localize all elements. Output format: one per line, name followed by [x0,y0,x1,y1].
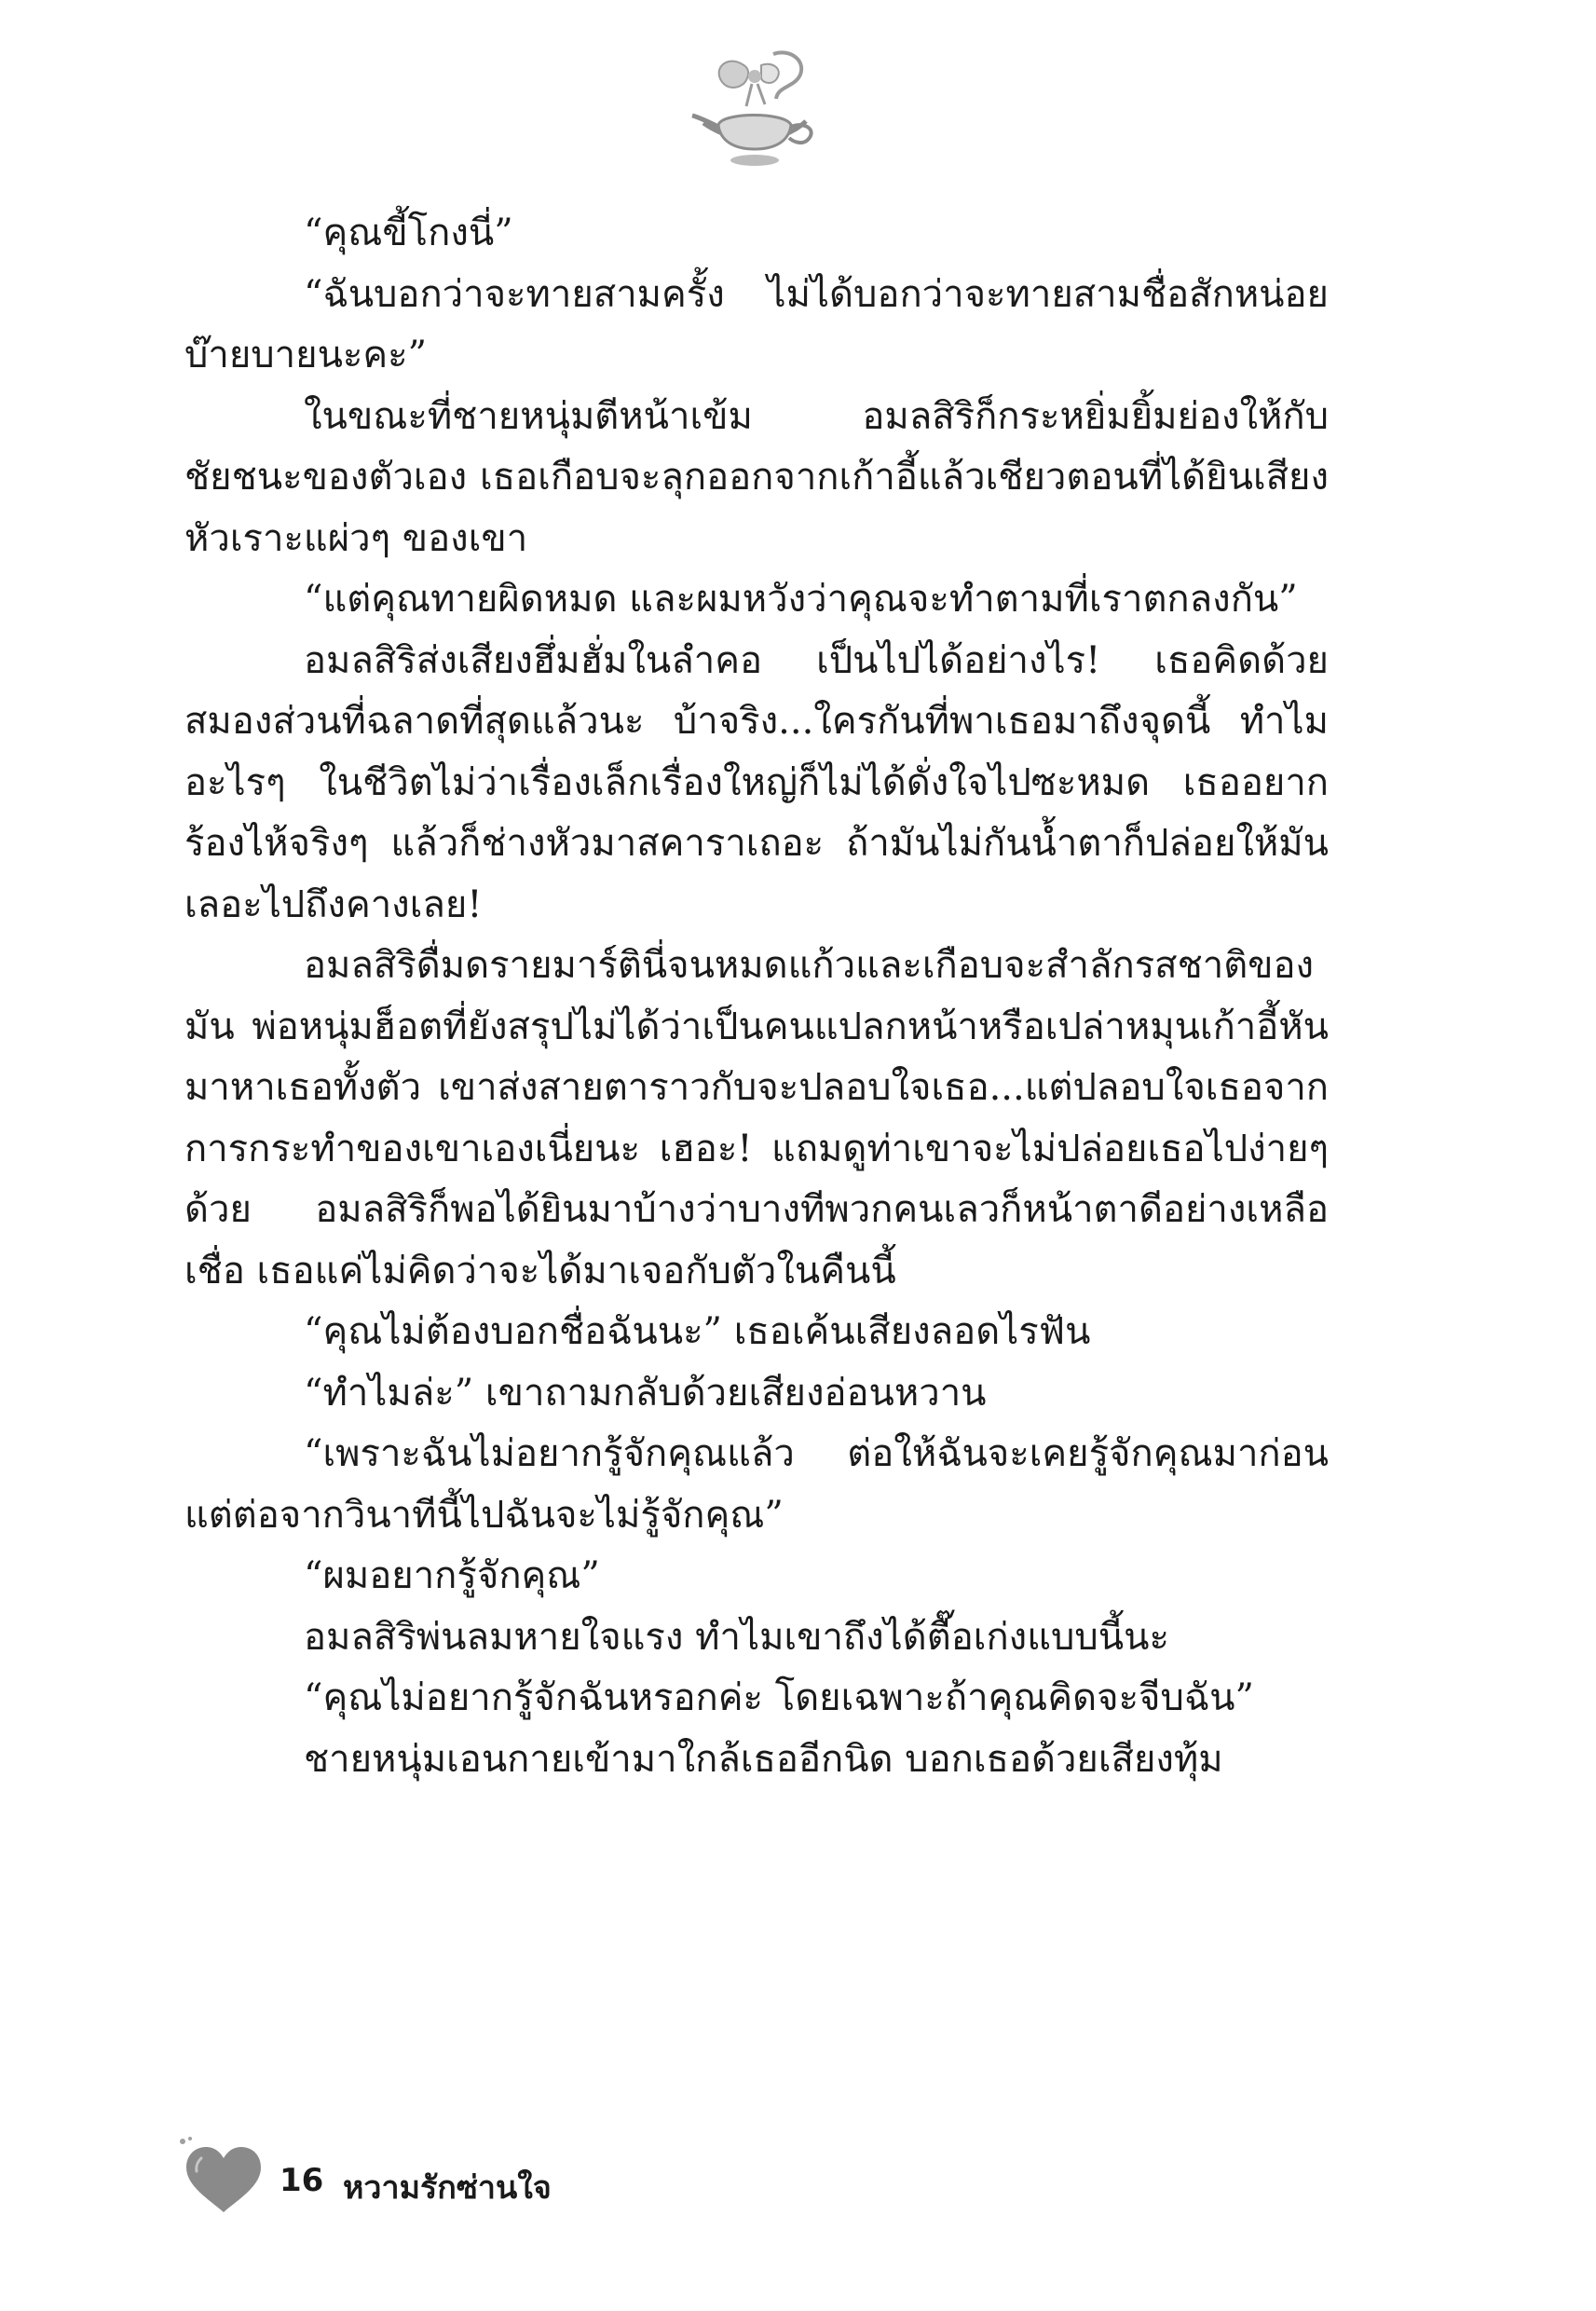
paragraph: “แต่คุณทายผิดหมด และผมหวังว่าคุณจะทำตามที่เราตกลงกัน” [304,578,1298,621]
paragraph: ในขณะที่ชายหนุ่มตีหน้าเข้ม อมลสิริก็กระหยิ่มยิ้มย่องให้กับชัยชนะของตัวเอง เธอเกือบจะลุกออกจากเก้าอี้แล้วเชียวตอนที่ได้ยินเสียงหัวเราะแผ่วๆ ของเขา [184,394,1329,560]
paragraph: “ฉันบอกว่าจะทายสามครั้ง ไม่ได้บอกว่าจะทายสามชื่อสักหน่อย บ๊ายบายนะคะ” [184,272,1329,376]
paragraph: อมลสิริดื่มดรายมาร์ตินี่จนหมดแก้วและเกือบจะสำลักรสชาติของมัน พ่อหนุ่มฮ็อตที่ยังสรุปไม่ได้ว่าเป็นคนแปลกหน้าหรือเปล่าหมุนเก้าอี้หันมาหาเธอทั้งตัว เขาส่งสายตาราวกับจะปลอบใจเธอ...แต่ปลอบใจเธอจากการกระทำของเขาเองเนี่ยนะ เฮอะ! แถมดูท่าเขาจะไม่ปล่อยเธอไปง่ายๆ ด้วย อมลสิริก็พอได้ยินมาบ้างว่าบางทีพวกคนเลวก็หน้าตาดีอย่างเหลือเชื่อ เธอแค่ไม่คิดว่าจะได้มาเจอกับตัวในคืนนี้ [184,944,1329,1292]
book-title: หวามรักซ่านใจ [343,2169,552,2207]
page-footer [177,2134,922,2218]
paragraph: อมลสิริพ่นลมหายใจแรง ทำไมเขาถึงได้ตื๊อเก่งแบบนี้นะ [304,1615,1169,1659]
cupid-lamp-icon [685,47,825,172]
page-number: 16 [280,2162,324,2199]
paragraph: “คุณขี้โกงนี่” [304,212,513,254]
paragraph: “คุณไม่ต้องบอกชื่อฉันนะ” เธอเค้นเสียงลอดไรฟัน [304,1310,1091,1353]
paragraph: “ทำไมล่ะ” เขาถามกลับด้วยเสียงอ่อนหวาน [304,1371,987,1415]
paragraph: “เพราะฉันไม่อยากรู้จักคุณแล้ว ต่อให้ฉันจะเคยรู้จักคุณมาก่อน แต่ต่อจากวินาทีนี้ไปฉันจะไม่รู้จักคุณ” [184,1432,1329,1537]
paragraph: “คุณไม่อยากรู้จักฉันหรอกค่ะ โดยเฉพาะถ้าคุณคิดจะจีบฉัน” [304,1676,1254,1719]
paragraph: “ผมอยากรู้จักคุณ” [304,1554,600,1597]
paragraph: อมลสิริส่งเสียงฮึ่มฮั่มในลำคอ เป็นไปได้อย่างไร! เธอคิดด้วยสมองส่วนที่ฉลาดที่สุดแล้วนะ บ้าจริง...ใครกันที่พาเธอมาถึงจุดนี้ ทำไมอะไรๆ ในชีวิตไม่ว่าเรื่องเล็กเรื่องใหญ่ก็ไม่ได้ดั่งใจไปซะหมด เธออยากร้องไห้จริงๆ แล้วก็ช่างหัวมาสคาราเถอะ ถ้ามันไม่กันน้ำตาก็ปล่อยให้มันเลอะไปถึงคางเลย! [184,638,1329,926]
heart-icon [177,2134,261,2216]
chapter-body-text [184,203,1329,1790]
paragraph: ชายหนุ่มเอนกายเข้ามาใกล้เธออีกนิด บอกเธอด้วยเสียงทุ้ม [304,1737,1223,1781]
